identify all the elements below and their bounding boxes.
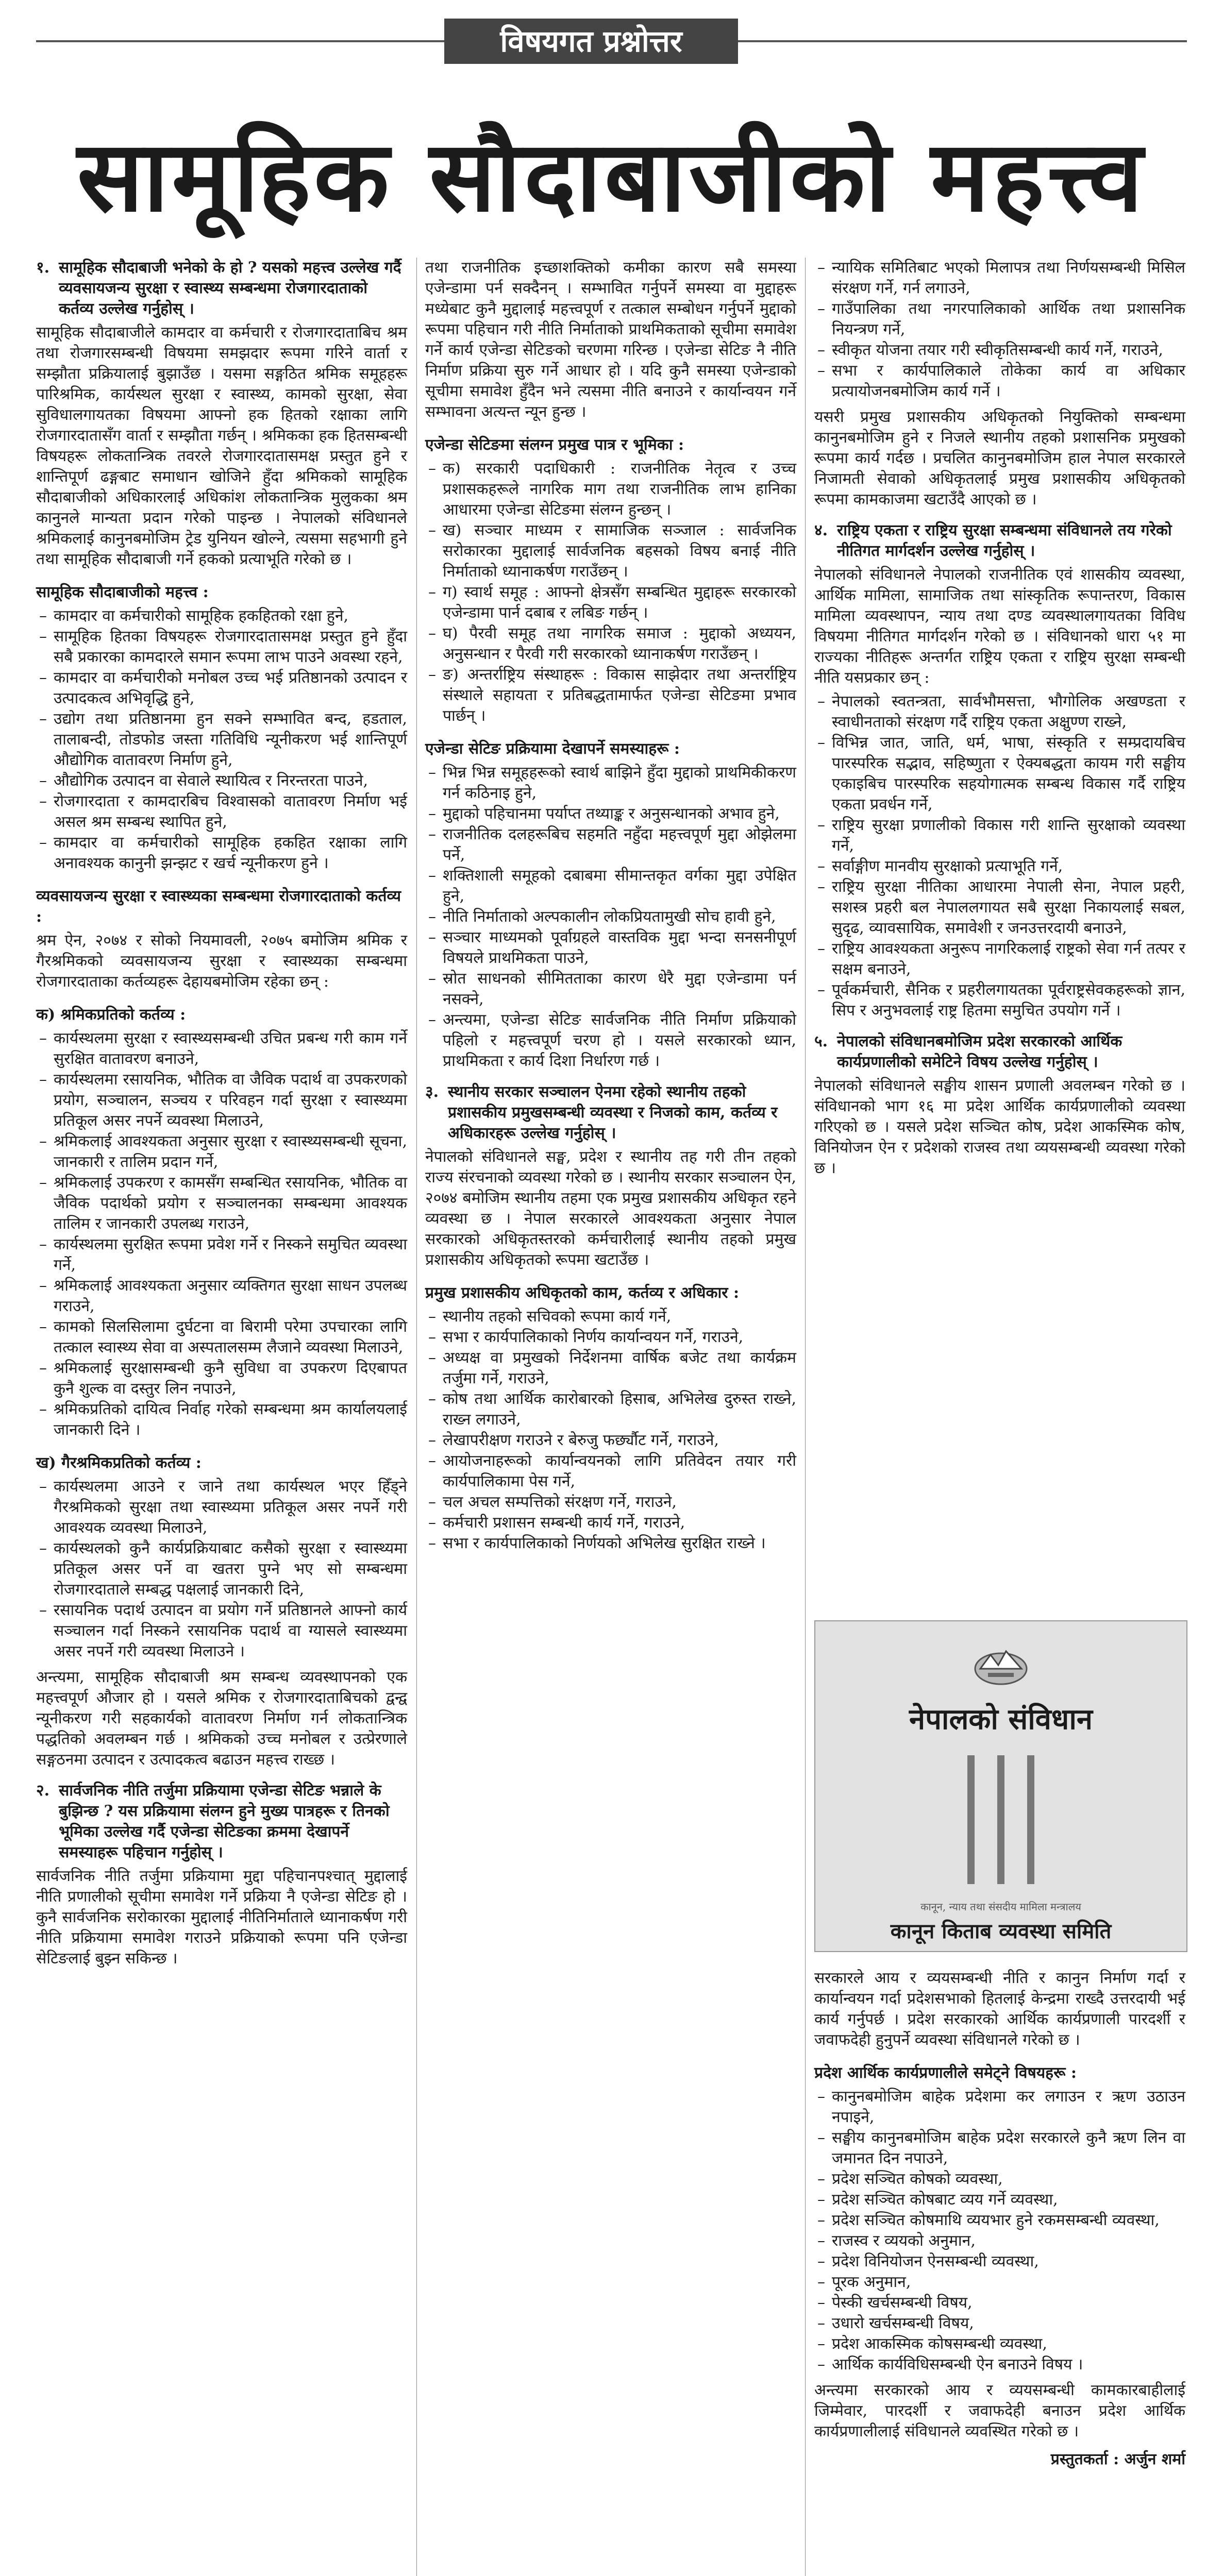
list-item: – राष्ट्रिय आवश्यकता अनुरूप नागरिकलाई राष्ट्रको सेवा गर्न तत्पर र सक्षम बनाउने, (832, 939, 1185, 980)
list-item: – प्रदेश आकस्मिक कोषसम्बन्धी व्यवस्था, (832, 2334, 1185, 2354)
list-item: – क) सरकारी पदाधिकारी : राजनीतिक नेतृत्व र उच्च प्रशासकहरूले नागरिक माग तथा राजनीतिक लाभ हानिका आधारमा एजेन्डा सेटिङमा संलग्न हुन्छन् । (443, 459, 796, 520)
list-item: – सभा र कार्यपालिकाको निर्णय कार्यान्वयन गर्ने, गराउने, (443, 1327, 796, 1348)
question-3 (425, 1082, 796, 1144)
list-item: – नीति निर्माताको अल्पकालीन लोकप्रियतामुखी सोच हावी हुने, (443, 907, 796, 927)
bullet-list (36, 1477, 407, 1662)
question-text: राष्ट्रिय एकता र राष्ट्रिय सुरक्षा सम्बन्धमा संविधानले तय गरेको नीतिगत मार्गदर्शन उल्लेख गर्नुहोस् । (837, 521, 1172, 560)
list-item: – कार्यस्थलमा आउने र जाने तथा कार्यस्थल भएर हिँड्ने गैरश्रमिकको सुरक्षा तथा स्वास्थ्यमा प्रतिकूल असर नपर्ने गरी आवश्यक व्यवस्था मिलाउने, (54, 1477, 407, 1538)
list-item: – कार्यस्थलमा सुरक्षित रूपमा प्रवेश गर्ने र निस्कने समुचित व्यवस्था गर्ने, (54, 1234, 407, 1276)
list-item: – कार्यस्थलमा सुरक्षा र स्वास्थ्यसम्बन्धी उचित प्रबन्ध गरी काम गर्ने सुरक्षित वातावरण बनाउने, (54, 1028, 407, 1070)
question-text: नेपालको संविधानबमोजिम प्रदेश सरकारको आर्थिक कार्यप्रणालीको समेटिने विषय उल्लेख गर्नुहोस् । (837, 1032, 1123, 1071)
column-3-upper (814, 258, 1185, 1182)
subheading: प्रमुख प्रशासकीय अधिकृतको काम, कर्तव्य र अधिकार : (425, 1284, 740, 1302)
subheading: ख) गैरश्रमिकप्रतिको कर्तव्य : (36, 1454, 202, 1472)
column-2 (425, 258, 796, 1559)
list-item: – विभिन्न जात, जाति, धर्म, भाषा, संस्कृति र सम्प्रदायबिच पारस्परिक सद्भाव, सहिष्णुता र ऐक्यबद्धता कायम गरी सङ्घीय एकाइबिच पारस्परिक सहयोगात्मक सम्बन्ध विकास गर्दै राष्ट्रिय एकता प्रवर्धन गर्ने, (832, 733, 1185, 815)
column-divider (805, 258, 806, 2576)
paragraph: यसरी प्रमुख प्रशासकीय अधिकृतको नियुक्तिको सम्बन्धमा कानुनबमोजिम हुने र निजले स्थानीय तहको प्रशासनिक प्रमुखको रूपमा कार्य गर्दछ । प्रचलित कानुनबमोजिम हाल नेपाल सरकारले निजामती सेवाको अधिकृतलाई प्रमुख प्रशासकीय अधिकृतको रूपमा कामकाजमा खटाउँदै आएको छ । (814, 408, 1185, 509)
list-item: – सभा र कार्यपालिकाले तोकेका कार्य वा अधिकार प्रत्यायोजनबमोजिम कार्य गर्ने । (832, 361, 1185, 402)
column-divider (416, 258, 417, 2576)
list-item: – उधारो खर्चसम्बन्धी विषय, (832, 2313, 1185, 2334)
subheading: व्यवसायजन्य सुरक्षा र स्वास्थ्यका सम्बन्धमा रोजगारदाताको कर्तव्य : (36, 887, 401, 926)
list-item: – प्रदेश सञ्चित कोषमाथि व्ययभार हुने रकमसम्बन्धी व्यवस्था, (832, 2210, 1185, 2231)
column-3-lower (814, 1968, 1185, 2470)
list-item: – मुद्दाको पहिचानमा पर्याप्त तथ्याङ्क र अनुसन्धानको अभाव हुने, (443, 804, 796, 824)
list-item: – भिन्न भिन्न समूहहरूको स्वार्थ बाझिने हुँदा मुद्दाको प्राथमिकीकरण गर्न कठिनाइ हुने, (443, 762, 796, 804)
constitution-book-cover (814, 1620, 1187, 1952)
question-text: स्थानीय सरकार सञ्चालन ऐनमा रहेको स्थानीय तहको प्रशासकीय प्रमुखसम्बन्धी व्यवस्था र निजको काम, कर्तव्य र अधिकारहरू उल्लेख गर्नुहोस् । (448, 1083, 778, 1142)
list-item: – अन्त्यमा, एजेन्डा सेटिङ सार्वजनिक नीति निर्माण प्रक्रियाको पहिलो र महत्त्वपूर्ण चरण हो । यसले सरकारको ध्यान, प्राथमिकता र कार्य दिशा निर्धारण गर्छ । (443, 1010, 796, 1072)
list-item: – ख) सञ्चार माध्यम र सामाजिक सञ्जाल : सार्वजनिक सरोकारका मुद्दालाई सार्वजनिक बहसको विषय बनाई नीति निर्माताको ध्यानाकर्षण गराउँछन् । (443, 520, 796, 582)
paragraph: अन्त्यमा, सामूहिक सौदाबाजी श्रम सम्बन्ध व्यवस्थापनको एक महत्त्वपूर्ण औजार हो । यसले श्रमिक र रोजगारदाताबिचको द्वन्द्व न्यूनीकरण गरी सहकार्यको वातावरण निर्माण गर्न लोकतान्त्रिक पद्धतिको अवलम्बन गर्छ । श्रमिकको उच्च मनोबल र उत्प्रेरणाले सङ्गठनमा उत्पादन र उत्पादकत्व बढाउन महत्त्व राख्छ । (36, 1668, 407, 1769)
list-item: – श्रमिकलाई आवश्यकता अनुसार व्यक्तिगत सुरक्षा साधन उपलब्ध गराउने, (54, 1276, 407, 1317)
list-item: – राजस्व र व्ययको अनुमान, (832, 2231, 1185, 2251)
list-item: – प्रदेश सञ्चित कोषबाट व्यय गर्ने व्यवस्था, (832, 2190, 1185, 2210)
list-item: – श्रमिकलाई सुरक्षासम्बन्धी कुनै सुविधा वा उपकरण दिएबापत कुनै शुल्क वा दस्तुर लिन नपाउने, (54, 1358, 407, 1399)
list-item: – सभा र कार्यपालिकाको निर्णयको अभिलेख सुरक्षित राख्ने । (443, 1533, 796, 1554)
book-publisher: कानून किताब व्यवस्था समिति (890, 1920, 1112, 1943)
list-item: – शक्तिशाली समूहको दबाबमा सीमान्तकृत वर्गका मुद्दा उपेक्षित हुने, (443, 866, 796, 907)
subheading: क) श्रमिकप्रतिको कर्तव्य : (36, 1006, 186, 1024)
list-item: – आयोजनाहरूको कार्यान्वयनको लागि प्रतिवेदन तयार गरी कार्यपालिकामा पेस गर्ने, (443, 1451, 796, 1492)
list-item: – राष्ट्रिय सुरक्षा प्रणालीको विकास गरी शान्ति सुरक्षाको व्यवस्था गर्ने, (832, 815, 1185, 856)
list-item: – राष्ट्रिय सुरक्षा नीतिका आधारमा नेपाली सेना, नेपाल प्रहरी, सशस्त्र प्रहरी बल नेपाललगायत सबै सुरक्षा निकायलाई सबल, सुदृढ, व्यावसायिक, समावेशी र जनउत्तरदायी बनाउने, (832, 877, 1185, 939)
list-item: – ङ) अन्तर्राष्ट्रिय संस्थाहरू : विकास साझेदार तथा अन्तर्राष्ट्रिय संस्थाले सहायता र प्रतिबद्धतामार्फत एजेन्डा सेटिङमा प्रभाव पार्छन् । (443, 665, 796, 726)
list-item: – अध्यक्ष वा प्रमुखको निर्देशनमा वार्षिक बजेट तथा कार्यक्रम तर्जुमा गर्ने, गराउने, (443, 1348, 796, 1389)
list-item: – कामको सिलसिलामा दुर्घटना वा बिरामी परेमा उपचारका लागि तत्काल स्वास्थ्य सेवा वा अस्पतालसम्म लैजाने व्यवस्था मिलाउने, (54, 1317, 407, 1358)
list-item: – गाउँपालिका तथा नगरपालिकाको आर्थिक तथा प्रशासनिक नियन्त्रण गर्ने, (832, 299, 1185, 340)
paragraph: सामूहिक सौदाबाजीले कामदार वा कर्मचारी र रोजगारदाताबिच श्रम तथा रोजगारसम्बन्धी विषयमा समझदार रूपमा गरिने वार्ता र सम्झौता प्रक्रियालाई बुझाउँछ । यसमा सङ्गठित श्रमिक समूहहरू पारिश्रमिक, कार्यस्थल सुरक्षा र स्वास्थ्य, कामको सुरक्षा, सेवा सुविधालगायतका विषयमा आफ्नो हक हितको रक्षाका लागि रोजगारदातासँग वार्ता र सम्झौता गर्छन् । श्रमिकका हक हितसम्बन्धी विषयहरू लोकतान्त्रिक तवरले रोजगारदातासमक्ष प्रस्तुत हुने र शान्तिपूर्ण ढङ्गबाट समाधान खोजिने हुँदा श्रमिकको सामूहिक सौदाबाजीको अधिकारलाई अधिकांश लोकतान्त्रिक मुलुकका श्रम कानुनले मान्यता प्रदान गरेको पाइन्छ । नेपालको संविधानले श्रमिकलाई कानुनबमोजिम ट्रेड युनियन खोल्ने, त्यसमा सहभागी हुने तथा सामूहिक सौदाबाजी गर्ने हकको प्रत्याभूति गरेको छ । (36, 324, 407, 568)
list-item: – औद्योगिक उत्पादन वा सेवाले स्थायित्व र निरन्तरता पाउने, (54, 771, 407, 791)
book-publisher-ministry: कानून, न्याय तथा संसदीय मामिला मन्त्रालय (920, 1901, 1081, 1913)
subheading: प्रदेश आर्थिक कार्यप्रणालीले समेट्ने विषयहरू : (814, 2064, 1077, 2082)
bullet-list (425, 1307, 796, 1554)
page-title: सामूहिक सौदाबाजीको महत्त्व (77, 120, 1146, 233)
question-number: २. (36, 1782, 50, 1800)
list-item: – न्यायिक समितिबाट भएको मिलापत्र तथा निर्णयसम्बन्धी मिसिल संरक्षण गर्ने, गर्न लगाउने, (832, 258, 1185, 299)
book-title: नेपालको संविधान (909, 1703, 1093, 1736)
paragraph: श्रम ऐन, २०७४ र सोको नियमावली, २०७५ बमोजिम श्रमिक र गैरश्रमिकको व्यवसायजन्य सुरक्षा र स्वास्थ्यका सम्बन्धमा रोजगारदाताका कर्तव्यहरू देहायबमोजिम रहेका छन् : (36, 931, 407, 991)
subheading: एजेन्डा सेटिङ प्रक्रियामा देखापर्ने समस्याहरू : (425, 740, 680, 758)
bullet-list (36, 1028, 407, 1440)
paragraph: तथा राजनीतिक इच्छाशक्तिको कमीका कारण सबै समस्या एजेन्डामा पर्न सक्दैनन् । सम्भावित गर्नुपर्ने समस्या वा मुद्दाहरू मध्येबाट कुनै मुद्दालाई महत्त्वपूर्ण र तत्काल सम्बोधन गर्नुपर्ने मुद्दाको रूपमा पहिचान गरी नीति निर्माताको प्राथमिकताको सूचीमा समावेश गर्ने कार्य एजेन्डा सेटिङको चरणमा गरिन्छ । एजेन्डा सेटिङ नै नीति निर्माण प्रक्रिया सुरु गर्ने आधार हो । यदि कुनै समस्या एजेन्डाको सूचीमा समावेश हुँदैन भने त्यसमा नीति बनाउने र कार्यान्वयन गर्ने सम्भावना अत्यन्त न्यून हुन्छ । (425, 259, 796, 421)
list-item: – कानुनबमोजिम बाहेक प्रदेशमा कर लगाउन र ऋण उठाउन नपाइने, (832, 2087, 1185, 2128)
list-item: – पूरक अनुमान, (832, 2272, 1185, 2293)
list-item: – स्रोत साधनको सीमितताका कारण धेरै मुद्दा एजेन्डामा पर्न नसक्ने, (443, 969, 796, 1010)
list-item: – कोष तथा आर्थिक कारोबारको हिसाब, अभिलेख दुरुस्त राख्ने, राख्न लगाउने, (443, 1389, 796, 1430)
list-item: – प्रदेश सञ्चित कोषको व्यवस्था, (832, 2169, 1185, 2190)
question-number: ३. (425, 1083, 439, 1101)
list-item: – पेस्की खर्चसम्बन्धी विषय, (832, 2293, 1185, 2313)
author-credit: प्रस्तुतकर्ता : अर्जुन शर्मा (1050, 2450, 1185, 2468)
list-item: – कर्मचारी प्रशासन सम्बन्धी कार्य गर्ने, गराउने, (443, 1513, 796, 1533)
list-item: – चल अचल सम्पत्तिको संरक्षण गर्ने, गराउने, (443, 1492, 796, 1513)
question-number: ५. (814, 1032, 828, 1050)
list-item: – घ) पैरवी समूह तथा नागरिक समाज : मुद्दाको अध्ययन, अनुसन्धान र पैरवी गरी सरकारको ध्यानाकर्षण गराउँछन् । (443, 623, 796, 665)
question-4 (814, 520, 1185, 562)
list-item: – लेखापरीक्षण गराउने र बेरुजु फर्छ्यौट गर्ने, गराउने, (443, 1430, 796, 1451)
column-1 (36, 258, 407, 1972)
list-item: – श्रमिकलाई आवश्यकता अनुसार सुरक्षा र स्वास्थ्यसम्बन्धी सूचना, जानकारी र तालिम प्रदान गर्ने, (54, 1131, 407, 1173)
list-item: – श्रमिकलाई उपकरण र कामसँग सम्बन्धित रसायनिक, भौतिक वा जैविक पदार्थको प्रयोग र सञ्चालनका सम्बन्धमा आवश्यक तालिम र जानकारी उपलब्ध गराउने, (54, 1173, 407, 1234)
list-item: – कामदार वा कर्मचारीको सामूहिक हकहितको रक्षा हुने, (54, 606, 407, 626)
paragraph: नेपालको संविधानले नेपालको राजनीतिक एवं शासकीय व्यवस्था, आर्थिक मामिला, सामाजिक तथा सांस्कृतिक रूपान्तरण, विकास मामिला व्यवस्थापन, न्याय तथा दण्ड व्यवस्थालगायतका विविध विषयमा नीतिगत मार्गदर्शन गरेको छ । संविधानको धारा ५१ मा राज्यका नीतिहरू अन्तर्गत राष्ट्रिय एकता र राष्ट्रिय सुरक्षा सम्बन्धी नीति यसप्रकार छन् : (814, 566, 1185, 687)
list-item: – सर्वाङ्गीण मानवीय सुरक्षाको प्रत्याभूति गर्ने, (832, 856, 1185, 877)
bullet-list (814, 2087, 1185, 2375)
list-item: – सामूहिक हितका विषयहरू रोजगारदातासमक्ष प्रस्तुत हुने हुँदा सबै प्रकारका कामदारले समान रूपमा लाभ पाउने अवस्था रहने, (54, 626, 407, 668)
list-item: – नेपालको स्वतन्त्रता, सार्वभौमसत्ता, भौगोलिक अखण्डता र स्वाधीनताको संरक्षण गर्दै राष्ट्रिय एकता अक्षुण्ण राख्ने, (832, 691, 1185, 733)
list-item: – आर्थिक कार्यविधिसम्बन्धी ऐन बनाउने विषय । (832, 2354, 1185, 2375)
list-item: – प्रदेश विनियोजन ऐनसम्बन्धी व्यवस्था, (832, 2251, 1185, 2272)
list-item: – कामदार वा कर्मचारीको सामूहिक हकहित रक्षाका लागि अनावश्यक कानुनी झन्झट र खर्च न्यूनीकरण हुने । (54, 833, 407, 874)
nepal-emblem-icon (970, 1642, 1032, 1688)
list-item: – स्वीकृत योजना तयार गरी स्वीकृतिसम्बन्धी कार्य गर्ने, गराउने, (832, 340, 1185, 361)
paragraph: नेपालको संविधानले सङ्घ, प्रदेश र स्थानीय तह गरी तीन तहको राज्य संरचनाको व्यवस्था गरेको छ । स्थानीय सरकार सञ्चालन ऐन, २०७४ बमोजिम स्थानीय तहमा एक प्रमुख प्रशासकीय अधिकृत रहने व्यवस्था छ । नेपाल सरकारले आवश्यकता अनुसार नेपाल सरकारको अधिकृतस्तरको कर्मचारीलाई स्थानीय तहको प्रमुख प्रशासकीय अधिकृतको रूपमा खटाउँछ । (425, 1148, 796, 1269)
subheading: सामूहिक सौदाबाजीको महत्त्व : (36, 583, 209, 601)
paragraph: नेपालको संविधानले सङ्घीय शासन प्रणाली अवलम्बन गरेको छ । संविधानको भाग १६ मा प्रदेश आर्थिक कार्यप्रणालीको व्यवस्था गरिएको छ । यसले प्रदेश सञ्चित कोष, प्रदेश आकस्मिक कोष, विनियोजन ऐन र प्रदेशको राजस्व तथा व्ययसम्बन्धी व्यवस्था गरेको छ । (814, 1077, 1185, 1177)
question-number: ४. (814, 521, 828, 539)
bullet-list (36, 606, 407, 874)
list-item: – स्थानीय तहको सचिवको रूपमा कार्य गर्ने, (443, 1307, 796, 1327)
paragraph: सार्वजनिक नीति तर्जुमा प्रक्रियामा मुद्दा पहिचानपश्चात् मुद्दालाई नीति प्रणालीको सूचीमा समावेश गर्ने प्रक्रिया नै एजेन्डा सेटिङ हो । कुनै सार्वजनिक सरोकारका मुद्दालाई नीतिनिर्माताले ध्यानाकर्षण गरी नीति प्रक्रियामा समावेश गराउने प्रक्रियाको रूपमा पनि एजेन्डा सेटिङलाई बुझ्न सकिन्छ । (36, 1867, 407, 1968)
list-item: – कार्यस्थलको कुनै कार्यप्रक्रियाबाट कसैको सुरक्षा र स्वास्थ्यमा प्रतिकूल असर पर्ने वा खतरा पुग्ने भए सो सम्बन्धमा रोजगारदाताले सम्बद्ध पक्षलाई जानकारी दिने, (54, 1538, 407, 1600)
list-item: – रसायनिक पदार्थ उत्पादन वा प्रयोग गर्ने प्रतिष्ठानले आफ्नो कार्य सञ्चालन गर्दा निस्कने रसायनिक पदार्थ वा ग्यासले स्वास्थ्यमा असर नपर्ने गरी व्यवस्था मिलाउने । (54, 1600, 407, 1662)
bullet-list (425, 459, 796, 726)
question-text: सार्वजनिक नीति तर्जुमा प्रक्रियामा एजेन्डा सेटिङ भन्नाले के बुझिन्छ ? यस प्रक्रियामा संलग्न हुने मुख्य पात्रहरू र तिनको भूमिका उल्लेख गर्दै एजेन्डा सेटिङका क्रममा देखापर्ने समस्याहरू पहिचान गर्नुहोस् । (59, 1782, 390, 1861)
question-5 (814, 1031, 1185, 1073)
section-label: विषयगत प्रश्नोत्तर (500, 24, 682, 59)
section-label-band (444, 19, 738, 64)
book-cover-stripes (952, 1755, 1050, 1884)
list-item: – सञ्चार माध्यमको पूर्वाग्रहले वास्तविक मुद्दा भन्दा सनसनीपूर्ण विषयले प्राथमिकता पाउने, (443, 927, 796, 969)
paragraph: सरकारले आय र व्ययसम्बन्धी नीति र कानुन निर्माण गर्दा र कार्यान्वयन गर्दा प्रदेशसभाको हितलाई केन्द्रमा राख्दै उत्तरदायी भई कार्य गर्नुपर्छ । प्रदेश सरकारको आर्थिक कार्यप्रणाली पारदर्शी र जवाफदेही हुनुपर्ने व्यवस्था संविधानले गरेको छ । (814, 1969, 1185, 2049)
list-item: – कामदार वा कर्मचारीको मनोबल उच्च भई प्रतिष्ठानको उत्पादन र उत्पादकत्व अभिवृद्धि हुने, (54, 668, 407, 709)
list-item: – उद्योग तथा प्रतिष्ठानमा हुन सक्ने सम्भावित बन्द, हडताल, तालाबन्दी, तोडफोड जस्ता गतिविधि न्यूनीकरण भई शान्तिपूर्ण औद्योगिक वातावरण निर्माण हुने, (54, 709, 407, 771)
question-number: १. (36, 259, 50, 277)
bullet-list (814, 258, 1185, 402)
question-1 (36, 258, 407, 319)
list-item: – कार्यस्थलमा रसायनिक, भौतिक वा जैविक पदार्थ वा उपकरणको प्रयोग, सञ्चालन, सञ्चय र परिवहन गर्दा सुरक्षा र स्वास्थ्यमा प्रतिकूल असर नपर्ने व्यवस्था मिलाउने, (54, 1070, 407, 1131)
list-item: – सङ्घीय कानुनबमोजिम बाहेक प्रदेश सरकारले कुनै ऋण लिन वा जमानत दिन नपाउने, (832, 2128, 1185, 2169)
paragraph: अन्त्यमा सरकारको आय र व्ययसम्बन्धी कामकारबाहीलाई जिम्मेवार, पारदर्शी र जवाफदेही बनाउन प्रदेश आर्थिक कार्यप्रणालीलाई संविधानले व्यवस्थित गरेको छ । (814, 2381, 1185, 2441)
bullet-list (814, 691, 1185, 1021)
list-item: – राजनीतिक दलहरूबिच सहमति नहुँदा महत्त्वपूर्ण मुद्दा ओझेलमा पर्ने, (443, 824, 796, 866)
question-2 (36, 1781, 407, 1863)
list-item: – ग) स्वार्थ समूह : आफ्नो क्षेत्रसँग सम्बन्धित मुद्दाहरू सरकारको एजेन्डामा पार्न दबाब र लबिङ गर्छन् । (443, 582, 796, 623)
list-item: – श्रमिकप्रतिको दायित्व निर्वाह गरेको सम्बन्धमा श्रम कार्यालयलाई जानकारी दिने । (54, 1399, 407, 1440)
list-item: – रोजगारदाता र कामदारबिच विश्वासको वातावरण निर्माण भई असल श्रम सम्बन्ध स्थापित हुने, (54, 791, 407, 833)
subheading: एजेन्डा सेटिङमा संलग्न प्रमुख पात्र र भूमिका : (425, 436, 684, 454)
bullet-list (425, 762, 796, 1072)
question-text: सामूहिक सौदाबाजी भनेको के हो ? यसको महत्त्व उल्लेख गर्दै व्यवसायजन्य सुरक्षा र स्वास्थ्य सम्बन्धमा रोजगारदाताको कर्तव्य उल्लेख गर्नुहोस् । (59, 259, 401, 318)
list-item: – पूर्वकर्मचारी, सैनिक र प्रहरीलगायतका पूर्वराष्ट्रसेवकहरूको ज्ञान, सिप र अनुभवलाई राष्ट्र हितमा समुचित उपयोग गर्ने । (832, 980, 1185, 1021)
